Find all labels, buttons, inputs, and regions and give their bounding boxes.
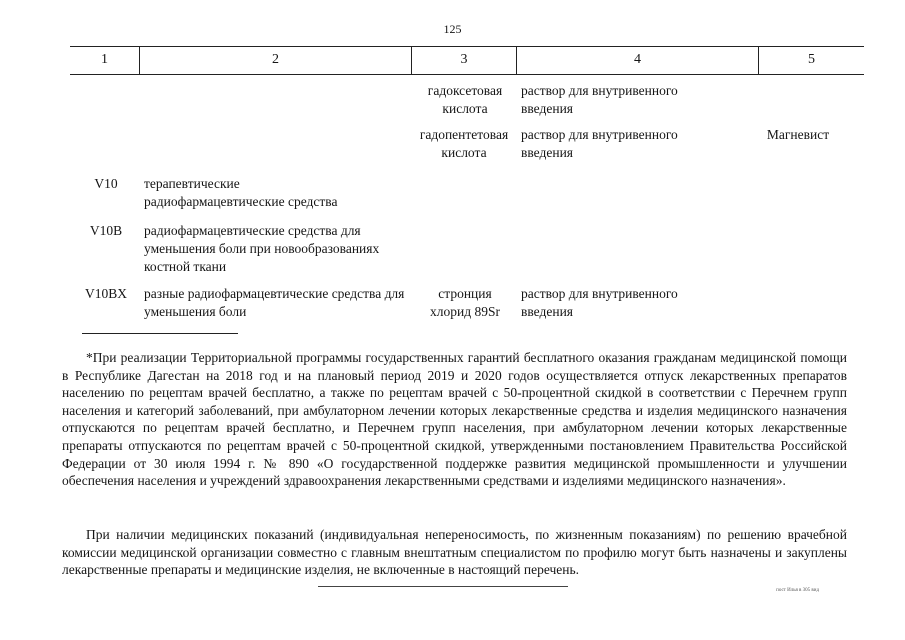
column-header-1: 1 [101,52,108,67]
footnote-paragraph-2: При наличии медицинских показаний (индивидуальная непереносимость, по жизненным показаниям) по решению врачебной комиссии медицинской организации совместно с главным внештатным специалистом по профилю могут быть назначены и закуплены лекарственные препараты и медицинские изделия, не включенные в настоящий перечень. [62,527,847,578]
column-header-2: 2 [272,52,279,67]
print-stamp: пост Илья в 305 вид [776,588,819,593]
column-header-3: 3 [460,52,468,67]
table-header-bottom-border [70,74,864,75]
column-header-5: 5 [808,52,815,67]
table-cell-group: терапевтические радиофармацевтические средства [144,176,338,209]
table-cell-code: V10 [94,176,118,191]
table-cell-code: V10B [89,223,123,238]
bottom-rule [318,586,568,587]
table-cell-substance: гадопентетовая кислота [419,127,509,160]
table-cell-form: раствор для внутривенного введения [521,127,678,160]
table-cell-form: раствор для внутривенного введения [521,83,678,116]
table-cell-group: разные радиофармацевтические средства для уменьшения боли [144,286,405,319]
table-cell-form: раствор для внутривенного введения [521,286,678,319]
footnote-paragraph-1: *При реализации Территориальной программы государственных гарантий бесплатного оказания гражданам медицинской помощи в Республике Дагестан на 2018 год и на плановый период 2019 и 2020 годов осуществляется отпуск лекарственных препаратов населению по рецептам врачей бесплатно, а также по рецептам врачей с 50-процентной скидкой в соответствии с Перечнем групп населения и категорий заболеваний, при амбулаторном лечении которых лекарственные средства и изделия медицинского назначения отпускаются по рецептам врачей бесплатно, и Перечнем групп населения, при амбулаторном лечении которых лекарственные препараты отпускаются по рецептам врачей с 50-процентной скидкой, утвержденными постановлением Правительства Российской Федерации от 30 июля 1994 г. № 890 «О государственной поддержке развития медицинской промышленности и улучшении обеспечения населения и учреждений здравоохранения лекарственными средствами и изделиями медицинского назначения». [62,350,847,489]
footnote-separator [82,333,238,334]
table-cell-group: радиофармацевтические средства для уменьшения боли при новообразованиях костной ткани [144,223,380,274]
page-number: 125 [443,22,462,36]
table-top-border [70,46,864,47]
table-cell-substance: гадоксетовая кислота [427,83,503,116]
table-cell-code: V10BX [84,286,127,301]
table-cell-substance: стронция хлорид 89Sr [430,286,500,319]
table-cell-note: Магневист [766,127,830,142]
column-header-4: 4 [634,52,641,67]
